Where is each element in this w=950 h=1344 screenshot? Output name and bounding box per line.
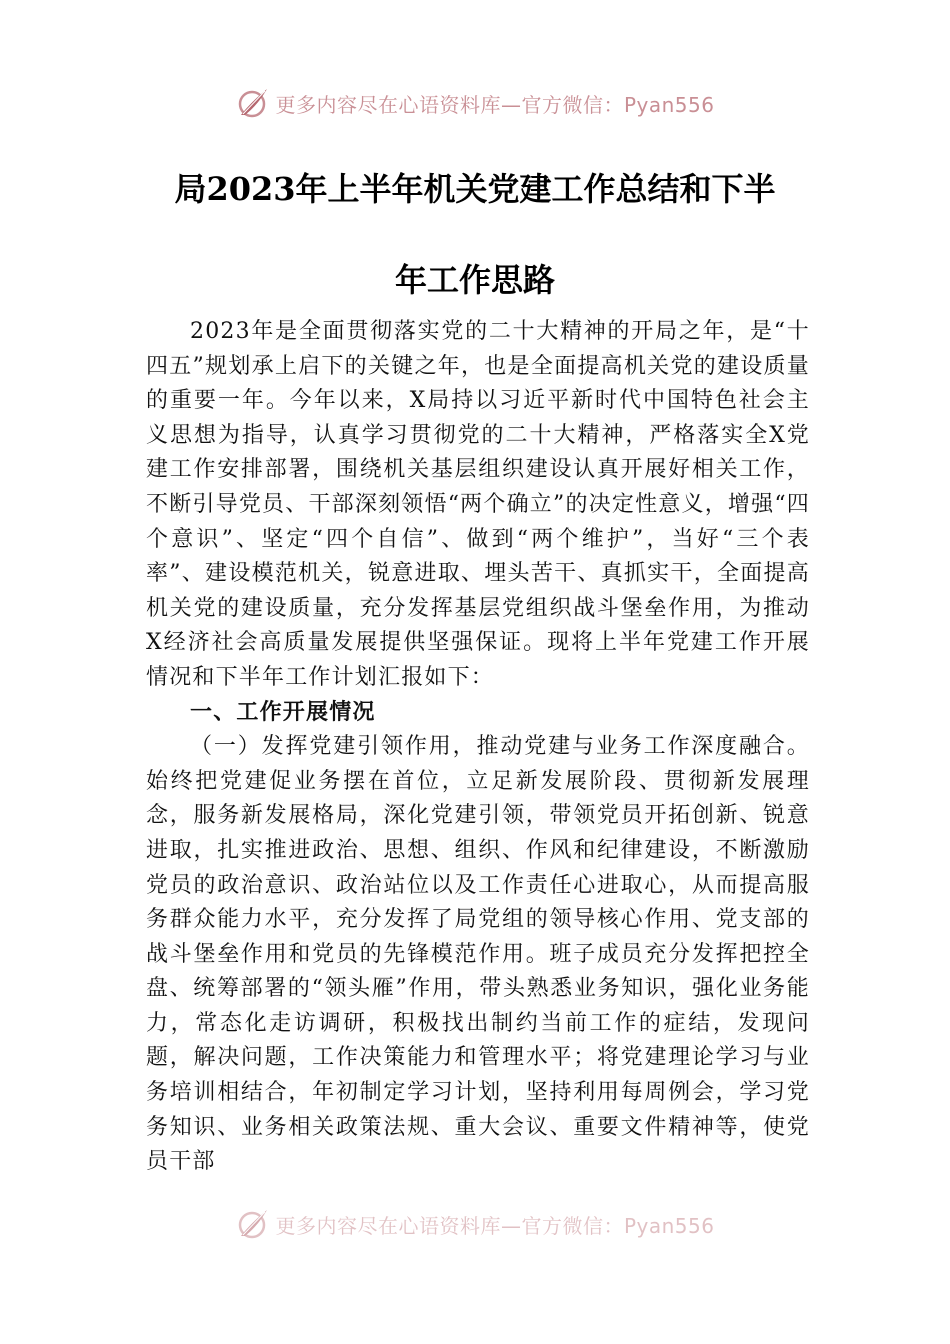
document-title-line-2: 年工作思路 xyxy=(394,261,555,299)
document-title-line-1: 局2023年上半年机关党建工作总结和下半 xyxy=(174,170,776,208)
feather-pen-logo-icon xyxy=(235,1206,271,1242)
subsection-paragraph: （一）发挥党建引领作用，推动党建与业务工作深度融合。始终把党建促业务摆在首位，立足新发展阶段、贯彻新发展理念，服务新发展格局，深化党建引领，带领党员开拓创新、锐意进取，扎实推进政治、思想、组织、作风和纪律建设，不断激励党员的政治意识、政治站位以及工作责任心进取心，从而提高服务群众能力水平，充分发挥了局党组的领导核心作用、党支部的战斗堡垒作用和党员的先锋模范作用。班子成员充分发挥把控全盘、统筹部署的“领头雁”作用，带头熟悉业务知识，强化业务能力，常态化走访调研，积极找出制约当前工作的症结，发现问题，解决问题，工作决策能力和管理水平；将党建理论学习与业务培训相结合，年初制定学习计划，坚持利用每周例会，学习党务知识、业务相关政策法规、重大会议、重要文件精神等，使党员干部 xyxy=(146,734,810,1175)
document-content xyxy=(146,315,810,1180)
intro-paragraph: 2023年是全面贯彻落实党的二十大精神的开局之年，是“十四五”规划承上启下的关键之年，也是全面提高机关党的建设质量的重要一年。今年以来，X局持以习近平新时代中国特色社会主义思想为指导，认真学习贯彻党的二十大精神，严格落实全X党建工作安排部署，围绕机关基层组织建设认真开展好相关工作，不断引导党员、干部深刻领悟“两个确立”的决定性意义，增强“四个意识”、坚定“四个自信”、做到“两个维护”，当好“三个表率”、建设模范机关，锐意进取、埋头苦干、真抓实干，全面提高机关党的建设质量，充分发挥基层党组织战斗堡垒作用，为推动X经济社会高质量发展提供坚强保证。现将上半年党建工作开展情况和下半年工作计划汇报如下： xyxy=(146,319,810,690)
watermark-footer xyxy=(0,1202,950,1246)
watermark-text: 更多内容尽在心语资料库—官方微信：Pyan556 xyxy=(275,92,715,117)
section-heading: 一、工作开展情况 xyxy=(190,699,376,725)
watermark-text: 更多内容尽在心语资料库—官方微信：Pyan556 xyxy=(275,1213,715,1238)
